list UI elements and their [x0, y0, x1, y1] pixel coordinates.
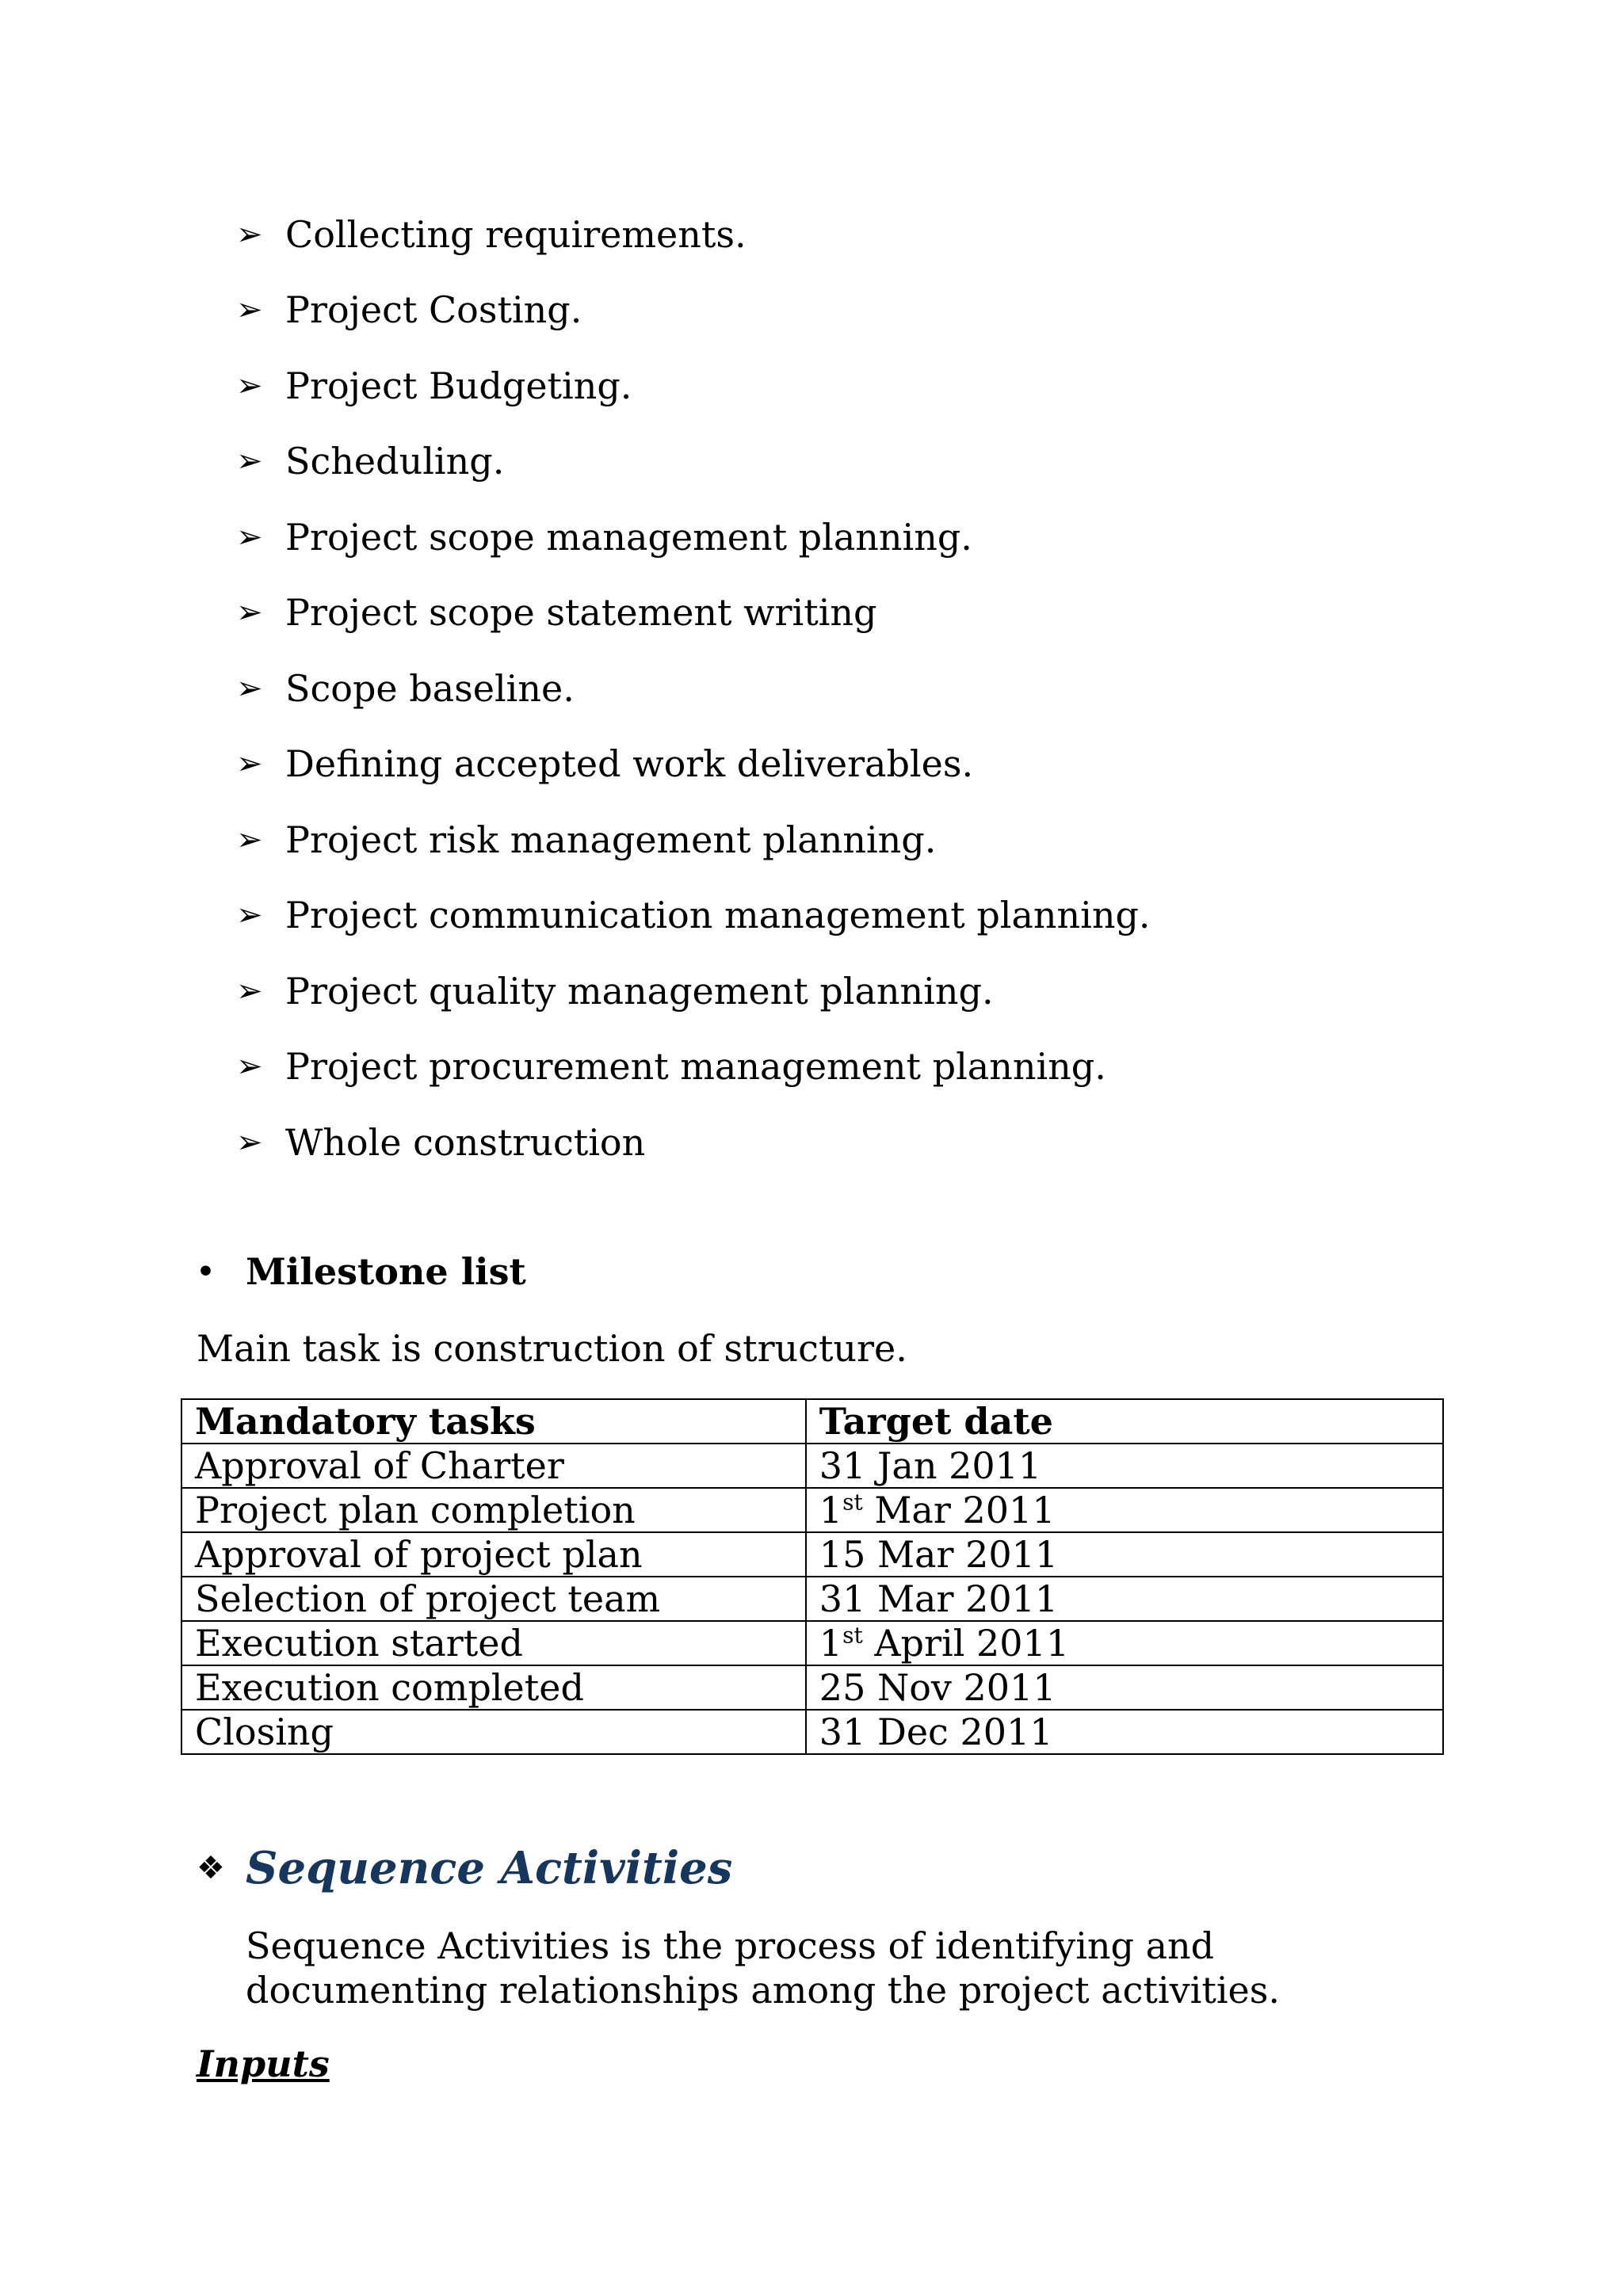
list-item: [236, 575, 1151, 651]
date-cell: 31 Dec 2011: [806, 1710, 1443, 1754]
requirements-bullet-list: [236, 196, 1151, 1180]
column-header-date: Target date: [806, 1399, 1443, 1444]
date-cell: [806, 1488, 1443, 1532]
table-header-row: [181, 1399, 1443, 1444]
list-item-text: Project quality management planning.: [285, 969, 994, 1013]
date-month-year: April 2011: [862, 1622, 1070, 1665]
list-item: [236, 727, 1151, 803]
section-title: Sequence Activities: [246, 1842, 733, 1894]
list-item: [236, 1029, 1151, 1105]
table-row: [181, 1488, 1443, 1532]
arrow-bullet-icon: ➢: [236, 215, 263, 253]
table-row: [181, 1710, 1443, 1754]
list-item-text: Scope baseline.: [285, 666, 575, 710]
list-item: [236, 878, 1151, 954]
arrow-bullet-icon: ➢: [236, 518, 263, 555]
list-item-text: Project risk management planning.: [285, 818, 937, 861]
list-item: [236, 650, 1151, 727]
table-row: [181, 1444, 1443, 1488]
list-item-text: Project Budgeting.: [285, 364, 632, 407]
date-cell: 31 Jan 2011: [806, 1444, 1443, 1488]
sequence-activities-heading: [197, 1842, 732, 1894]
arrow-bullet-icon: ➢: [236, 594, 263, 631]
list-item-text: Collecting requirements.: [285, 212, 747, 256]
list-item: [236, 196, 1151, 273]
arrow-bullet-icon: ➢: [236, 367, 263, 404]
list-item-text: Project scope management planning.: [285, 515, 972, 559]
task-cell: Approval of Charter: [181, 1444, 806, 1488]
arrow-bullet-icon: ➢: [236, 443, 263, 480]
date-ordinal-suffix: st: [842, 1622, 863, 1649]
list-item-text: Project scope statement writing: [285, 591, 877, 635]
inputs-heading: Inputs: [197, 2042, 330, 2085]
table-row: [181, 1665, 1443, 1710]
date-day: 1: [819, 1489, 843, 1531]
arrow-bullet-icon: ➢: [236, 746, 263, 783]
date-month-year: Mar 2011: [862, 1489, 1056, 1531]
date-day: 1: [819, 1622, 843, 1665]
task-cell: Selection of project team: [181, 1577, 806, 1621]
task-cell: Project plan completion: [181, 1488, 806, 1532]
dot-bullet-icon: •: [197, 1255, 216, 1288]
list-item-text: Project Costing.: [285, 288, 582, 332]
list-item-text: Whole construction: [285, 1120, 646, 1164]
task-cell: Execution started: [181, 1621, 806, 1665]
date-ordinal-suffix: st: [842, 1489, 863, 1516]
arrow-bullet-icon: ➢: [236, 292, 263, 329]
list-item: [236, 499, 1151, 575]
list-item-text: Project communication management planning.: [285, 894, 1151, 937]
task-cell: Execution completed: [181, 1665, 806, 1710]
list-item: [236, 1104, 1151, 1180]
arrow-bullet-icon: ➢: [236, 821, 263, 858]
diamond-bullet-icon: ❖: [197, 1850, 225, 1886]
arrow-bullet-icon: ➢: [236, 897, 263, 934]
list-item: [236, 802, 1151, 878]
date-cell: [806, 1621, 1443, 1665]
table-row: [181, 1577, 1443, 1621]
list-item-text: Scheduling.: [285, 440, 505, 483]
date-cell: 15 Mar 2011: [806, 1532, 1443, 1577]
arrow-bullet-icon: ➢: [236, 1123, 263, 1161]
table-row: [181, 1532, 1443, 1577]
arrow-bullet-icon: ➢: [236, 1048, 263, 1085]
list-item-text: Project procurement management planning.: [285, 1045, 1106, 1089]
column-header-task: Mandatory tasks: [181, 1399, 806, 1444]
list-item-text: Defining accepted work deliverables.: [285, 742, 974, 786]
arrow-bullet-icon: ➢: [236, 669, 263, 707]
task-cell: Approval of project plan: [181, 1532, 806, 1577]
arrow-bullet-icon: ➢: [236, 972, 263, 1009]
list-item: [236, 953, 1151, 1029]
list-item: [236, 273, 1151, 349]
list-item: [236, 424, 1151, 500]
table-row: [181, 1621, 1443, 1665]
list-item: [236, 348, 1151, 424]
task-cell: Closing: [181, 1710, 806, 1754]
date-cell: 25 Nov 2011: [806, 1665, 1443, 1710]
milestone-table: [181, 1398, 1444, 1755]
milestone-intro: Main task is construction of structure.: [197, 1327, 907, 1370]
milestone-heading: [197, 1250, 526, 1293]
date-cell: 31 Mar 2011: [806, 1577, 1443, 1621]
milestone-heading-text: Milestone list: [246, 1250, 526, 1293]
sequence-activities-description: Sequence Activities is the process of identifying and documenting relationships among the project activities.: [246, 1924, 1280, 2012]
